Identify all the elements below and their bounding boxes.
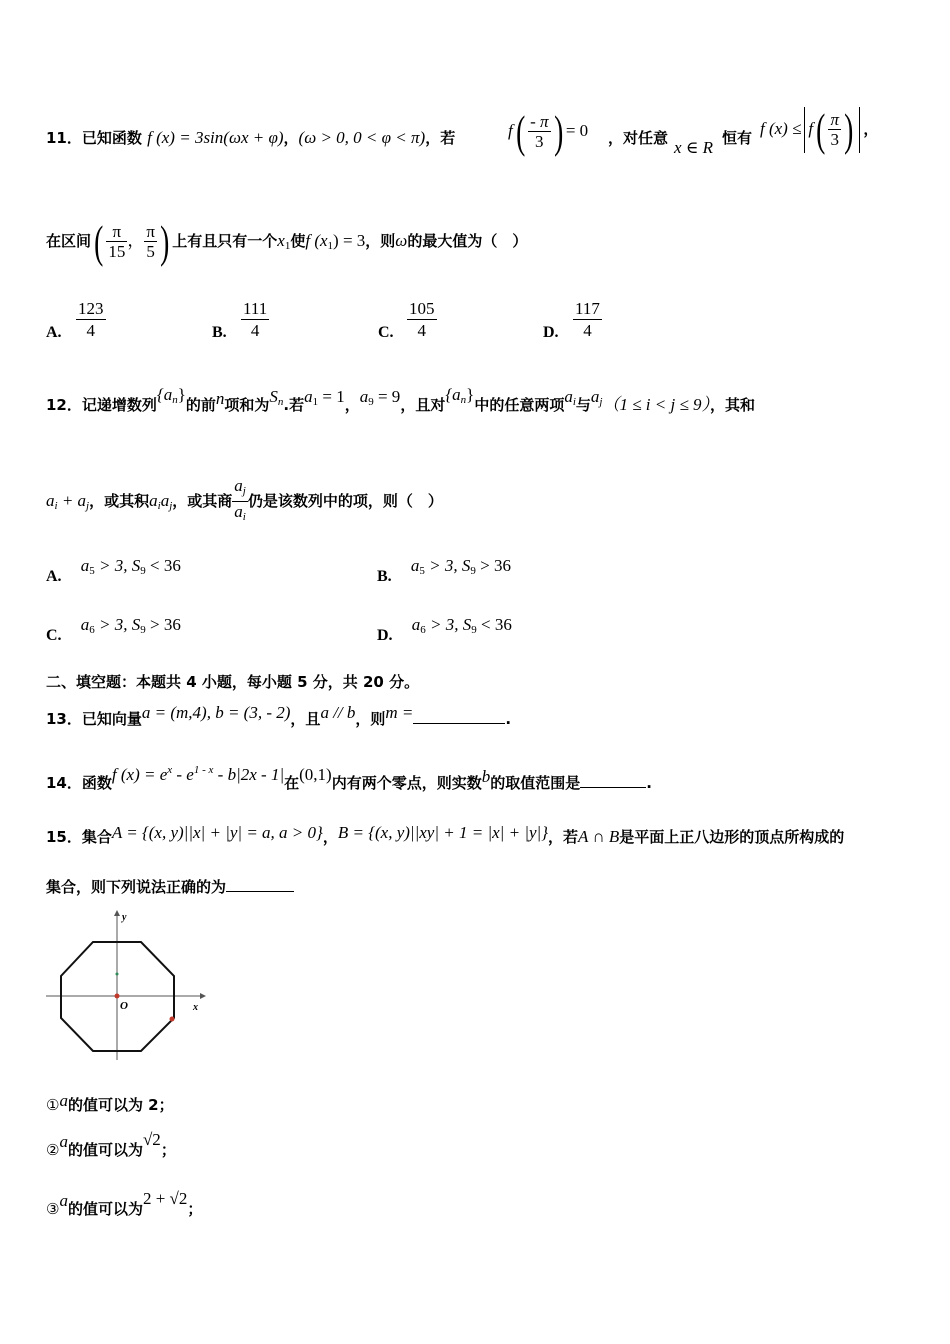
section-heading: 二、填空题：本题共 4 小题，每小题 5 分，共 20 分。 bbox=[46, 673, 420, 691]
q12-line1: 12．记递增数列$\{a_n\}$的前n项和为$S^n$.若$a_1 = 1$，$a_9 = 9$，且对$\{a_n\}$中的任意两项$a^i$与$a^j(1 \le i < j \le 9)$，其和 bbox=[46, 385, 756, 414]
x-axis-label: x bbox=[193, 1002, 198, 1013]
q12-option-a: A. $a_5 > 3$, $S_9 < 36$ bbox=[46, 556, 181, 585]
q11-cond-expr: f( $\frac{- \pi}{3}$ ) = 0 bbox=[508, 105, 589, 157]
origin-point bbox=[115, 994, 120, 999]
q11-sep: ， bbox=[283, 129, 299, 147]
q14-answer-blank[interactable] bbox=[580, 773, 646, 788]
x-axis-arrow bbox=[200, 993, 206, 999]
q11-option-a-label: A. bbox=[46, 324, 62, 341]
axis-point bbox=[116, 973, 119, 976]
q13: 13．已知向量a = (m,4), b = (3, - 2)，且a // b，则m = . bbox=[46, 703, 512, 728]
octagon-figure bbox=[44, 908, 206, 1060]
q11-dui: ，对任意 bbox=[608, 129, 669, 147]
q12-line2: $a_i + a_j$，或其积$a_ia_j$，或其商 $\frac{a_j}{a_i}$ 仍是该数列中的项，则（ ） bbox=[46, 476, 443, 523]
q11-line2: 在区间( $\frac{\pi}{15}$ ， $\frac{\pi}{5}$ ) 上有且只有一个$x_1$使f $(x_1) = 3$，则ω的最大值为（ ） bbox=[46, 215, 528, 267]
q11-ineq: f (x) ≤ f( $\frac{\pi}{3}$ ) ， bbox=[760, 103, 879, 155]
q11-lead: 已知函数 bbox=[81, 129, 142, 147]
q11-func: f (x) = 3sin(ωx + φ) bbox=[147, 128, 284, 147]
y-axis-label: y bbox=[122, 912, 127, 923]
statement-1: ①a的值可以为 2； bbox=[46, 1091, 174, 1114]
q11-line1 bbox=[46, 128, 455, 148]
q15-line2: 集合，则下列说法正确的为 bbox=[46, 877, 294, 897]
q11-option-d-label: D. bbox=[543, 324, 559, 341]
statement-3: ③a的值可以为2 + √2； bbox=[46, 1189, 203, 1218]
q12-option-b: B. $a_5 > 3$, $S_9 > 36$ bbox=[377, 556, 511, 585]
q11-number: 11． bbox=[46, 129, 82, 147]
q11-option-b-label: B. bbox=[212, 324, 227, 341]
q11-ruo: ，若 bbox=[425, 129, 456, 147]
vertex-point bbox=[170, 1017, 175, 1022]
q13-answer-blank[interactable] bbox=[413, 709, 505, 724]
q11-option-c-value: $\frac{105}{4}$ bbox=[409, 299, 435, 340]
q11-xinr: x ∈ R bbox=[674, 138, 714, 157]
origin-label: O bbox=[120, 1000, 128, 1012]
q11-option-d-value: $\frac{117}{4}$ bbox=[575, 299, 600, 340]
statement-2: ②a的值可以为√2； bbox=[46, 1130, 176, 1159]
q11-option-a-value: $\frac{123}{4}$ bbox=[78, 299, 104, 340]
q12-option-d: D. $a_6 > 3$, $S_9 < 36$ bbox=[377, 615, 512, 644]
q14: 14．函数f $(x) = e^x - e^{1 - x} - b|2x - 1|$在(0,1)内有两个零点，则实数b的取值范围是 . bbox=[46, 764, 652, 792]
q11-hengyou: 恒有 bbox=[722, 129, 753, 147]
q15-answer-blank[interactable] bbox=[226, 877, 294, 892]
q12-option-c: C. $a_6 > 3$, $S_9 > 36$ bbox=[46, 615, 181, 644]
q11-option-c-label: C. bbox=[378, 324, 394, 341]
q15-line1: 15．集合A = {(x, y)||x| + |y| = a, a > 0}，B = {(x, y)||xy| + 1 = |x| + |y|}，若A ∩ B是平面上正八边形的顶点所构成的 bbox=[46, 823, 845, 846]
y-axis-arrow bbox=[114, 910, 120, 916]
q11-option-b-value: $\frac{111}{4}$ bbox=[243, 299, 268, 340]
q11-cond: (ω > 0, 0 < φ < π) bbox=[298, 128, 426, 147]
